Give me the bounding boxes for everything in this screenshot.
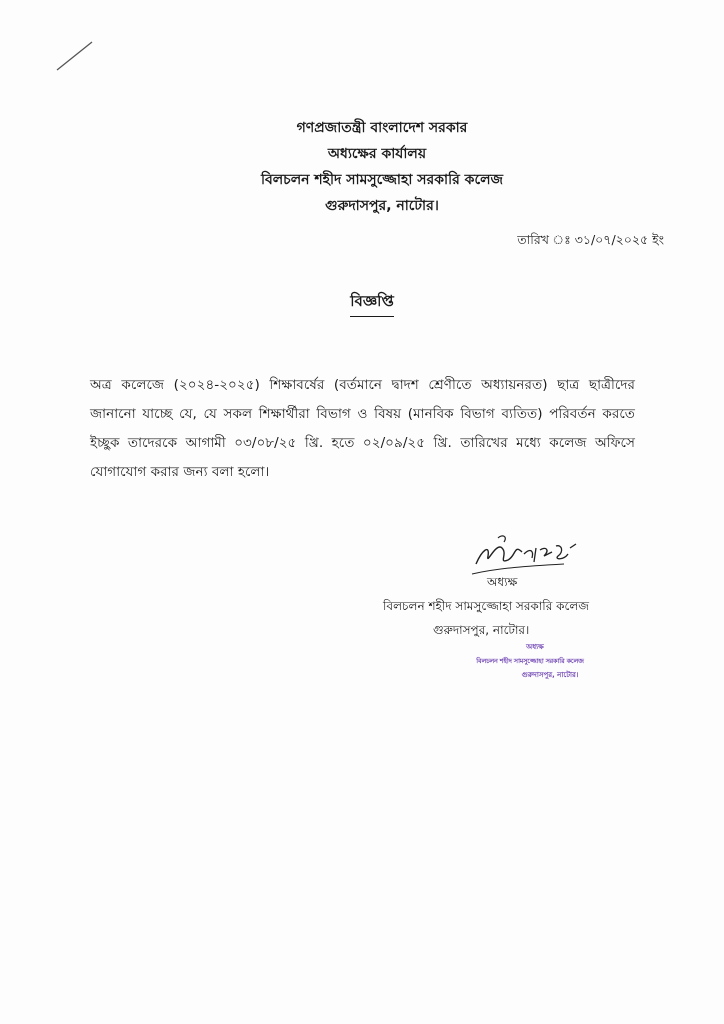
signatory-title: অধ্যক্ষ: [487, 575, 518, 589]
notice-heading: [0, 290, 724, 317]
notice-heading-text: বিজ্ঞপ্তি: [350, 290, 394, 317]
letterhead-office: অধ্যক্ষের কার্যালয়: [327, 146, 427, 162]
stamp-place: গুরুদাসপুর, নাটোর।: [521, 671, 579, 679]
letterhead: [0, 115, 724, 219]
notice-body: অত্র কলেজে (২০২৪-২০২৫) শিক্ষাবর্ষের (বর্তমানে দ্বাদশ শ্রেণীতে অধ্যায়নরত) ছাত্র ছাত্রীদের জানানো যাচ্ছে যে, যে সকল শিক্ষার্থীরা বিভাগ ও বিষয় (মানবিক বিভাগ ব্যতিত) পরিবর্তন করতে ইচ্ছুক তাদেরকে আগামী ০৩/০৮/২৫ খ্রি. হতে ০২/০৯/২৫ খ্রি. তারিখের মধ্যে কলেজ অফিসে যোগাযোগ করার জন্য বলা হলো।: [90, 377, 635, 480]
letterhead-government: গণপ্রজাতন্ত্রী বাংলাদেশ সরকার: [296, 120, 468, 136]
signatory-college: বিলচলন শহীদ সামসুজ্জোহা সরকারি কলেজ: [383, 599, 590, 613]
official-seal-stamp: [430, 640, 630, 682]
handwritten-signature: [468, 530, 588, 580]
scan-pen-mark: [55, 40, 95, 72]
stamp-college: বিলচলন শহীদ সামসুজ্জোহা সরকারি কলেজ: [476, 657, 584, 665]
stamp-title: অধ্যক্ষ: [526, 643, 544, 651]
notice-date: তারিখ ঃ ৩১/০৭/২০২৫ ইং: [517, 232, 664, 247]
letterhead-college: বিলচলন শহীদ সামসুজ্জোহা সরকারি কলেজ: [260, 172, 504, 188]
letterhead-address: গুরুদাসপুর, নাটোর।: [325, 198, 439, 214]
signatory-place: গুরুদাসপুর, নাটোর।: [433, 623, 530, 637]
